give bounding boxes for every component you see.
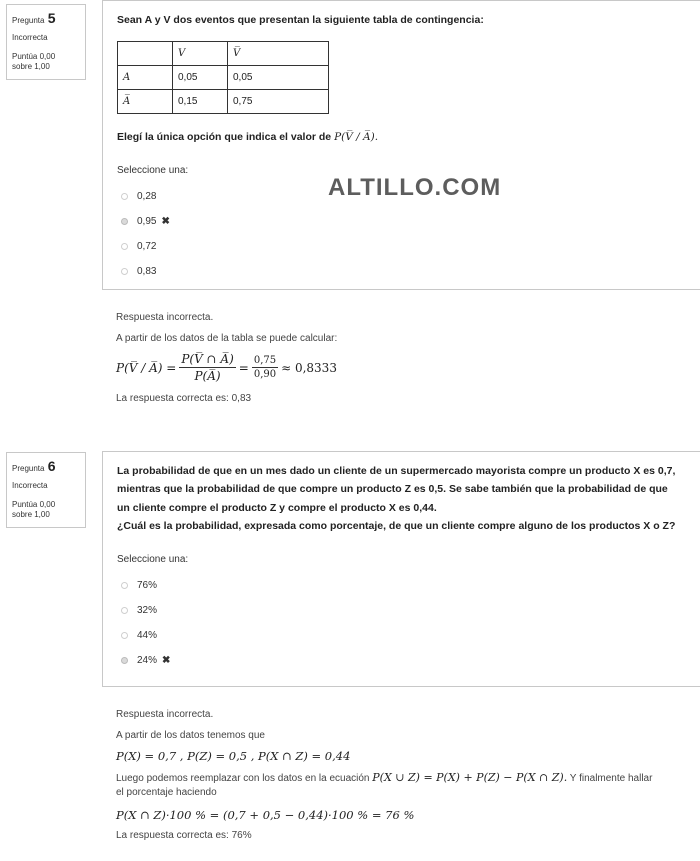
q5-prompt: Seleccione una: [117, 164, 189, 176]
q5-state: Incorrecta [12, 33, 48, 43]
q6-line2-start: Luego podemos reemplazar con los datos en la ecuación [116, 773, 370, 784]
option-label: 32% [137, 604, 158, 616]
radio-button[interactable] [121, 243, 128, 250]
radio-button[interactable] [121, 632, 128, 639]
q6-feedback [116, 709, 694, 841]
q5-question-expression: P(V̅ / A̅). [334, 131, 379, 144]
q6-state: Incorrecta [12, 481, 48, 491]
q6-correct-answer: La respuesta correcta es: 76% [116, 830, 252, 841]
option-label: 0,83 [137, 265, 157, 277]
value-denominator: 0,90 [253, 369, 277, 380]
q5-intro: Sean A y V dos eventos que presentan la siguiente tabla de contingencia: [117, 14, 484, 26]
q6-question-box [102, 451, 700, 687]
q6-question-line: La probabilidad de que en un mes dado un cliente de un supermercado mayorista compre un producto X es 0,7, [117, 465, 676, 477]
table-row [118, 66, 329, 90]
radio-button-selected[interactable] [121, 218, 128, 225]
q5-option[interactable] [117, 259, 697, 284]
watermark: ALTILLO.COM [328, 174, 502, 201]
table-header-row [118, 42, 329, 66]
q5-question-box [102, 0, 700, 290]
q6-feedback-explanation: A partir de los datos tenemos que [116, 730, 265, 741]
q5-question [117, 128, 697, 146]
option-label: 0,28 [137, 190, 157, 202]
q5-label: Pregunta [12, 16, 45, 25]
q6-option[interactable] [117, 623, 697, 648]
q6-option[interactable] [117, 648, 697, 673]
table-cell: 0,15 [173, 90, 228, 114]
formula-approx: ≈ 0,8333 [281, 360, 337, 375]
q6-feedback-line3: el porcentaje haciendo [116, 787, 217, 798]
q5-number: 5 [47, 10, 56, 26]
incorrect-x-icon: ✖ [162, 654, 171, 666]
q6-out-of: sobre 1,00 [12, 509, 50, 519]
q6-option[interactable] [117, 598, 697, 623]
radio-button-selected[interactable] [121, 657, 128, 664]
value-fraction [252, 355, 278, 380]
q6-feedback-status: Respuesta incorrecta. [116, 709, 214, 720]
table-cell: 0,05 [173, 66, 228, 90]
q5-correct-answer: La respuesta correcta es: 0,83 [116, 393, 252, 404]
table-cell: 0,75 [228, 90, 329, 114]
q6-number: 6 [47, 458, 56, 474]
radio-button[interactable] [121, 268, 128, 275]
formula-denominator: P(A̅) [194, 369, 221, 383]
q5-feedback [116, 312, 694, 404]
option-label: 24% [137, 654, 158, 666]
q5-formula [116, 352, 694, 383]
q6-line2-end: Y finalmente hallar [569, 773, 653, 784]
q5-feedback-explanation: A partir de los datos de la tabla se puede calcular: [116, 333, 338, 344]
q6-info-box [6, 452, 86, 528]
q6-mark: Puntúa 0,00 [12, 499, 56, 509]
q5-option[interactable] [117, 234, 697, 259]
radio-button[interactable] [121, 582, 128, 589]
table-row-header: A [118, 66, 173, 90]
radio-button[interactable] [121, 193, 128, 200]
q6-question-line: ¿Cuál es la probabilidad, expresada como porcentaje, de que un cliente compre alguno de los productos X o Z? [117, 520, 676, 533]
q5-out-of: sobre 1,00 [12, 61, 50, 71]
option-label: 76% [137, 579, 158, 591]
formula-numerator: P(V̅ ∩ A̅) [181, 352, 234, 366]
q6-question-line: un cliente compre el producto Z y compre el producto X es 0,44. [117, 501, 437, 514]
option-label: 0,95 [137, 215, 157, 227]
formula-fraction [179, 352, 235, 383]
q6-question-line: mientras que la probabilidad de que compre un producto Z es 0,5. Se sabe también que la probabilidad de que [117, 483, 668, 496]
q6-feedback-line2 [116, 771, 694, 784]
q5-question-text: Elegí la única opción que indica el valor de [117, 131, 332, 144]
q5-info-box [6, 4, 86, 80]
table-row [118, 90, 329, 114]
q5-mark: Puntúa 0,00 [12, 51, 56, 61]
contingency-table [117, 41, 329, 114]
q6-question [117, 462, 697, 536]
q6-prompt: Seleccione una: [117, 553, 189, 565]
q6-final-formula: P(X ∩ Z)·100 % = (0,7 + 0,5 − 0,44)·100 % = 76 % [116, 808, 415, 822]
q5-option[interactable] [117, 209, 697, 234]
q6-data-formula: P(X) = 0,7 , P(Z) = 0,5 , P(X ∩ Z) = 0,44 [116, 749, 351, 763]
radio-button[interactable] [121, 607, 128, 614]
table-cell: 0,05 [228, 66, 329, 90]
table-col-header: V̅ [228, 42, 329, 66]
table-row-header: A̅ [118, 90, 173, 114]
formula-lhs: P(V̅ / A̅) = [116, 360, 177, 375]
q5-number-line [12, 9, 80, 27]
table-corner-cell [118, 42, 173, 66]
q6-option[interactable] [117, 573, 697, 598]
option-label: 0,72 [137, 240, 157, 252]
formula-equals: = [238, 360, 249, 375]
q6-number-line [12, 457, 80, 475]
q6-label: Pregunta [12, 464, 45, 473]
q6-union-formula: P(X ∪ Z) = P(X) + P(Z) − P(X ∩ Z). [372, 771, 568, 784]
incorrect-x-icon: ✖ [161, 215, 170, 227]
q5-feedback-status: Respuesta incorrecta. [116, 312, 214, 323]
option-label: 44% [137, 629, 158, 641]
value-numerator: 0,75 [253, 355, 277, 366]
table-col-header: V [173, 42, 228, 66]
